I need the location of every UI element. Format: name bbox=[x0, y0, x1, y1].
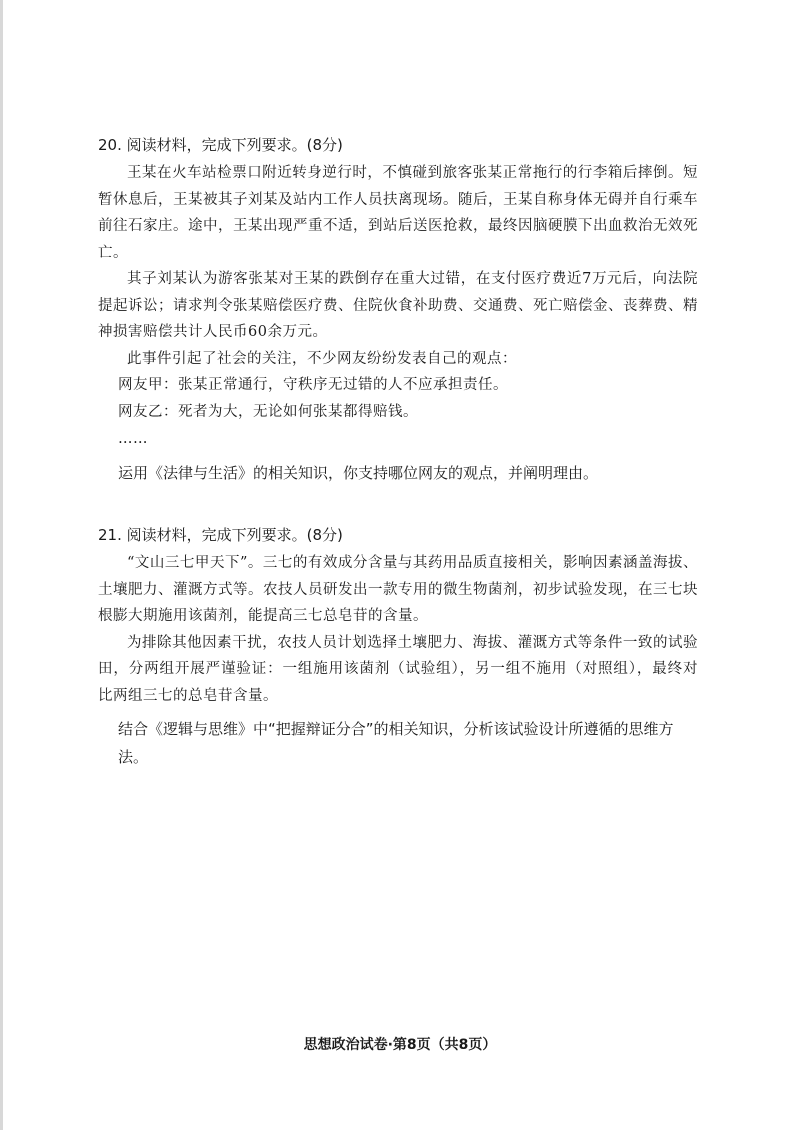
question-21 bbox=[98, 522, 698, 771]
question-21-title: 21. 阅读材料，完成下列要求。(8分) bbox=[98, 526, 343, 544]
scan-edge bbox=[0, 0, 3, 1130]
question-21-paragraph-1: “文山三七甲天下”。三七的有效成分含量与其药用品质直接相关，影响因素涵盖海拔、土壤肥力、灌溉方式等。农技人员研发出一款专用的微生物菌剂，初步试验发现，在三七块根膨大期施用该菌剂，能提高三七总皂苷的含量。 bbox=[98, 555, 698, 624]
question-20-paragraph-2: 其子刘某认为游客张某对王某的跌倒存在重大过错，在支付医疗费近7万元后，向法院提起诉讼；请求判令张某赔偿医疗费、住院伙食补助费、交通费、死亡赔偿金、丧葬费、精神损害赔偿共计人民币60余万元。 bbox=[98, 271, 698, 340]
netizen-b-opinion: 网友乙：死者为大，无论如何张某都得赔钱。 bbox=[118, 404, 418, 420]
question-20-prompt: 运用《法律与生活》的相关知识，你支持哪位网友的观点，并阐明理由。 bbox=[118, 464, 599, 482]
question-20 bbox=[98, 132, 698, 487]
question-21-prompt: 结合《逻辑与思维》中“把握辩证分合”的相关知识，分析该试验设计所遵循的思维方法。 bbox=[118, 720, 674, 766]
question-20-paragraph-3: 此事件引起了社会的关注，不少网友纷纷发表自己的观点： bbox=[127, 350, 517, 367]
question-21-paragraph-2: 为排除其他因素干扰，农技人员计划选择土壤肥力、海拔、灌溉方式等条件一致的试验田，分两组开展严谨验证：一组施用该菌剂（试验组），另一组不施用（对照组），最终对比两组三七的总皂苷含量。 bbox=[98, 634, 698, 704]
ellipsis: …… bbox=[118, 431, 148, 447]
question-20-title: 20. 阅读材料，完成下列要求。(8分) bbox=[98, 136, 343, 154]
page-footer: 思想政治试卷·第8页（共8页） bbox=[303, 1037, 497, 1053]
netizen-a-opinion: 网友甲：张某正常通行，守秩序无过错的人不应承担责任。 bbox=[118, 377, 508, 393]
question-20-paragraph-1: 王某在火车站检票口附近转身逆行时，不慎碰到旅客张某正常拖行的行李箱后摔倒。短暂休息后，王某被其子刘某及站内工作人员扶离现场。随后，王某自称身体无碍并自行乘车前往石家庄。途中，王某出现严重不适，到站后送医抢救，最终因脑硬膜下出血救治无效死亡。 bbox=[98, 165, 698, 261]
